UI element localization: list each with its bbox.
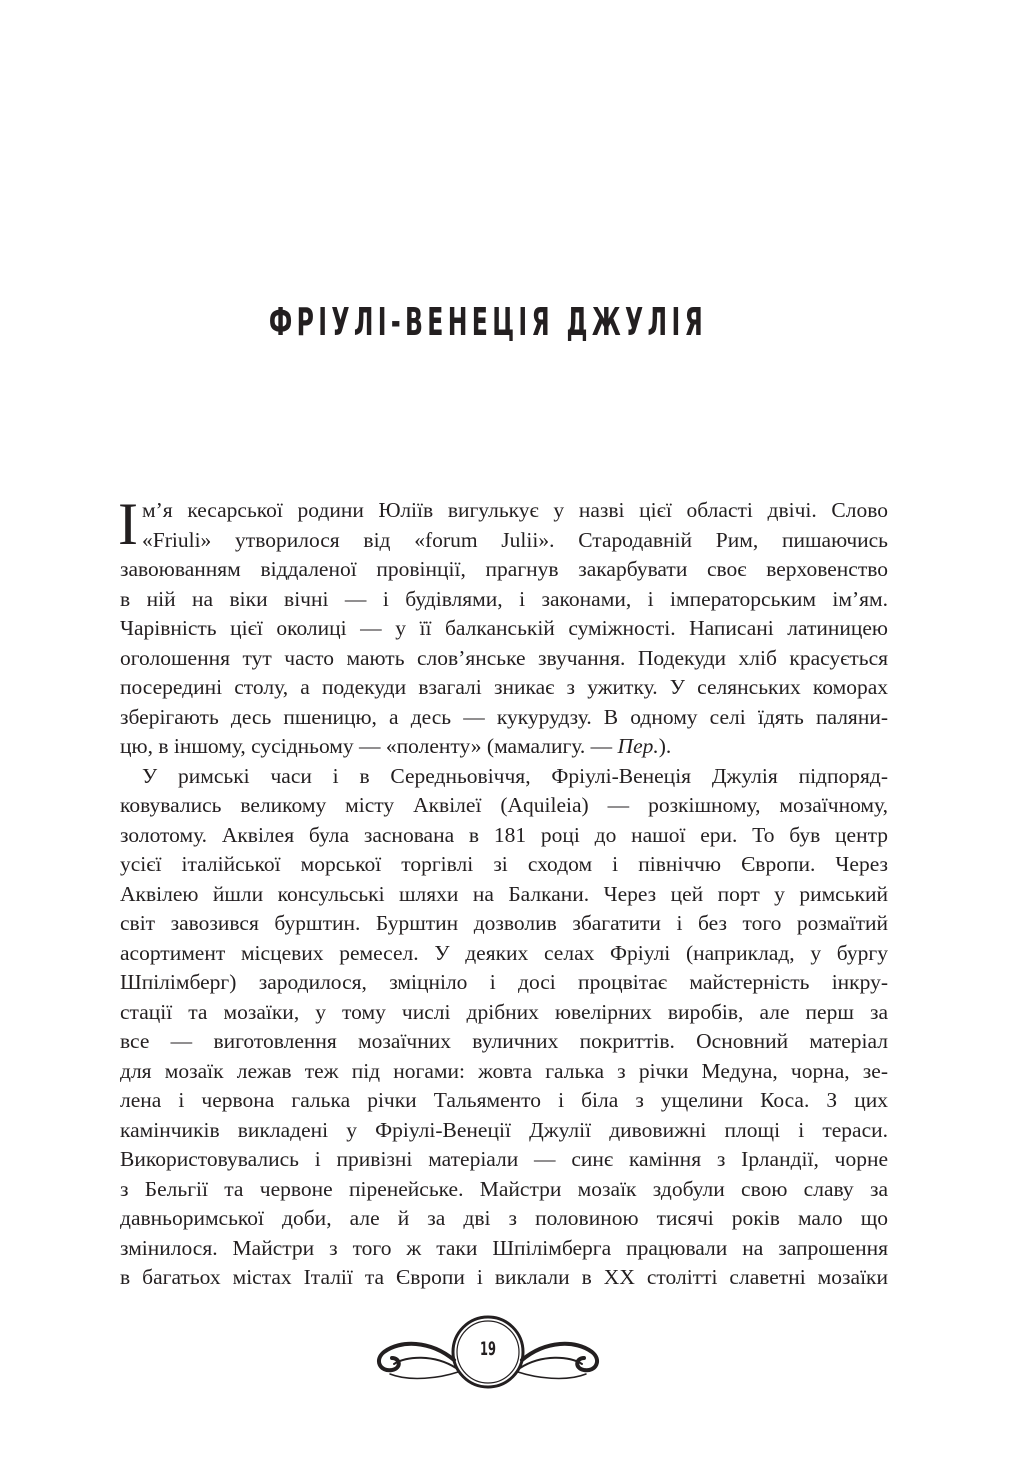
text-line: для мозаїк лежав теж під ногами: жовта галька з річки Медуна, чорна, зе- bbox=[120, 1058, 888, 1083]
text-line bbox=[120, 732, 888, 762]
text-line: все — виготовлення мозаїчних вуличних покриттів. Основний матеріал bbox=[120, 1029, 888, 1053]
text-line: «Friuli» утворилося від «forum Julii». Стародавній Рим, пишаючись bbox=[142, 527, 888, 552]
text-line: стації та мозаїки, у тому числі дрібних ювелірних виробів, але перш за bbox=[120, 999, 888, 1024]
body-text bbox=[118, 491, 888, 1293]
text-line: Використовувались і привізні матеріали — синє каміння з Ірландії, чорне bbox=[120, 1147, 888, 1171]
text-line: У римські часи і в Середньовіччя, Фріулі-Венеція Джулія підпоряд- bbox=[142, 763, 888, 788]
text-line-main: цю, в іншому, сусідньому — «поленту» (мамалигу. — bbox=[120, 734, 618, 758]
text-line: в багатьох містах Італії та Європи і виклали в XX столітті славетні мозаїки bbox=[120, 1265, 888, 1289]
text-line: асортимент місцевих ремесел. У деяких селах Фріулі (наприклад, у бургу bbox=[120, 940, 888, 965]
text-line: ковувались великому місту Аквілеї (Aquileia) — розкішному, мозаїчному, bbox=[120, 793, 888, 817]
text-line: оголошення тут часто мають слов’янське звучання. Подекуди хліб красується bbox=[120, 645, 888, 670]
text-line: м’я кесарської родини Юліїв вигулькує у назві цієї області двічі. Слово bbox=[142, 498, 888, 522]
text-line: Шпілімберг) зародилося, зміцніло і досі процвітає майстерність інкру- bbox=[120, 970, 888, 994]
text-line: з Бельгії та червоне піренейське. Майстри мозаїк здобули свою славу за bbox=[120, 1176, 888, 1201]
text-line: в ній на віки вічні — і будівлями, і законами, і імператорським ім’ям. bbox=[120, 586, 888, 611]
text-line: усієї італійської морської торгівлі зі сходом і північчю Європи. Через bbox=[120, 852, 888, 876]
chapter-title: ФРІУЛІ-ВЕНЕЦІЯ ДЖУЛІЯ bbox=[268, 300, 708, 344]
text-line: Аквілею йшли консульські шляхи на Балкани. Через цей порт у римський bbox=[120, 881, 888, 906]
text-line: Чарівність цієї околиці — у її балканській суміжності. Написані латиницею bbox=[120, 616, 888, 640]
text-line: завоюванням віддаленої провінції, прагнув закарбувати своє верховенство bbox=[120, 557, 888, 581]
text-line: посередині столу, а подекуди взагалі зникає з ужитку. У селянських коморах bbox=[120, 675, 888, 699]
text-line: давньоримської доби, але й за дві з половиною тисячі років мало що bbox=[120, 1206, 888, 1230]
text-line: змінилося. Майстри з того ж таки Шпілімберга працювали на запрошення bbox=[120, 1235, 888, 1260]
text-line: камінчиків викладені у Фріулі-Венеції Джулії дивовижні площі і тераси. bbox=[120, 1117, 888, 1142]
text-line: золотому. Аквілея була заснована в 181 році до нашої ери. То був центр bbox=[120, 822, 888, 847]
page-number: 19 bbox=[480, 1338, 496, 1360]
text-line: світ завозився бурштин. Бурштин дозволив збагатити і без того розмаїтий bbox=[120, 911, 888, 935]
text-line-end: ). bbox=[658, 734, 672, 758]
text-line: лена і червона галька річки Тальяменто і біла з ущелини Коса. З цих bbox=[120, 1088, 888, 1112]
text-line: зберігають десь пшеницю, а десь — кукурудзу. В одному селі їдять паляни- bbox=[120, 704, 888, 729]
drop-cap: І bbox=[118, 491, 138, 557]
translator-note: Пер. bbox=[617, 734, 659, 758]
